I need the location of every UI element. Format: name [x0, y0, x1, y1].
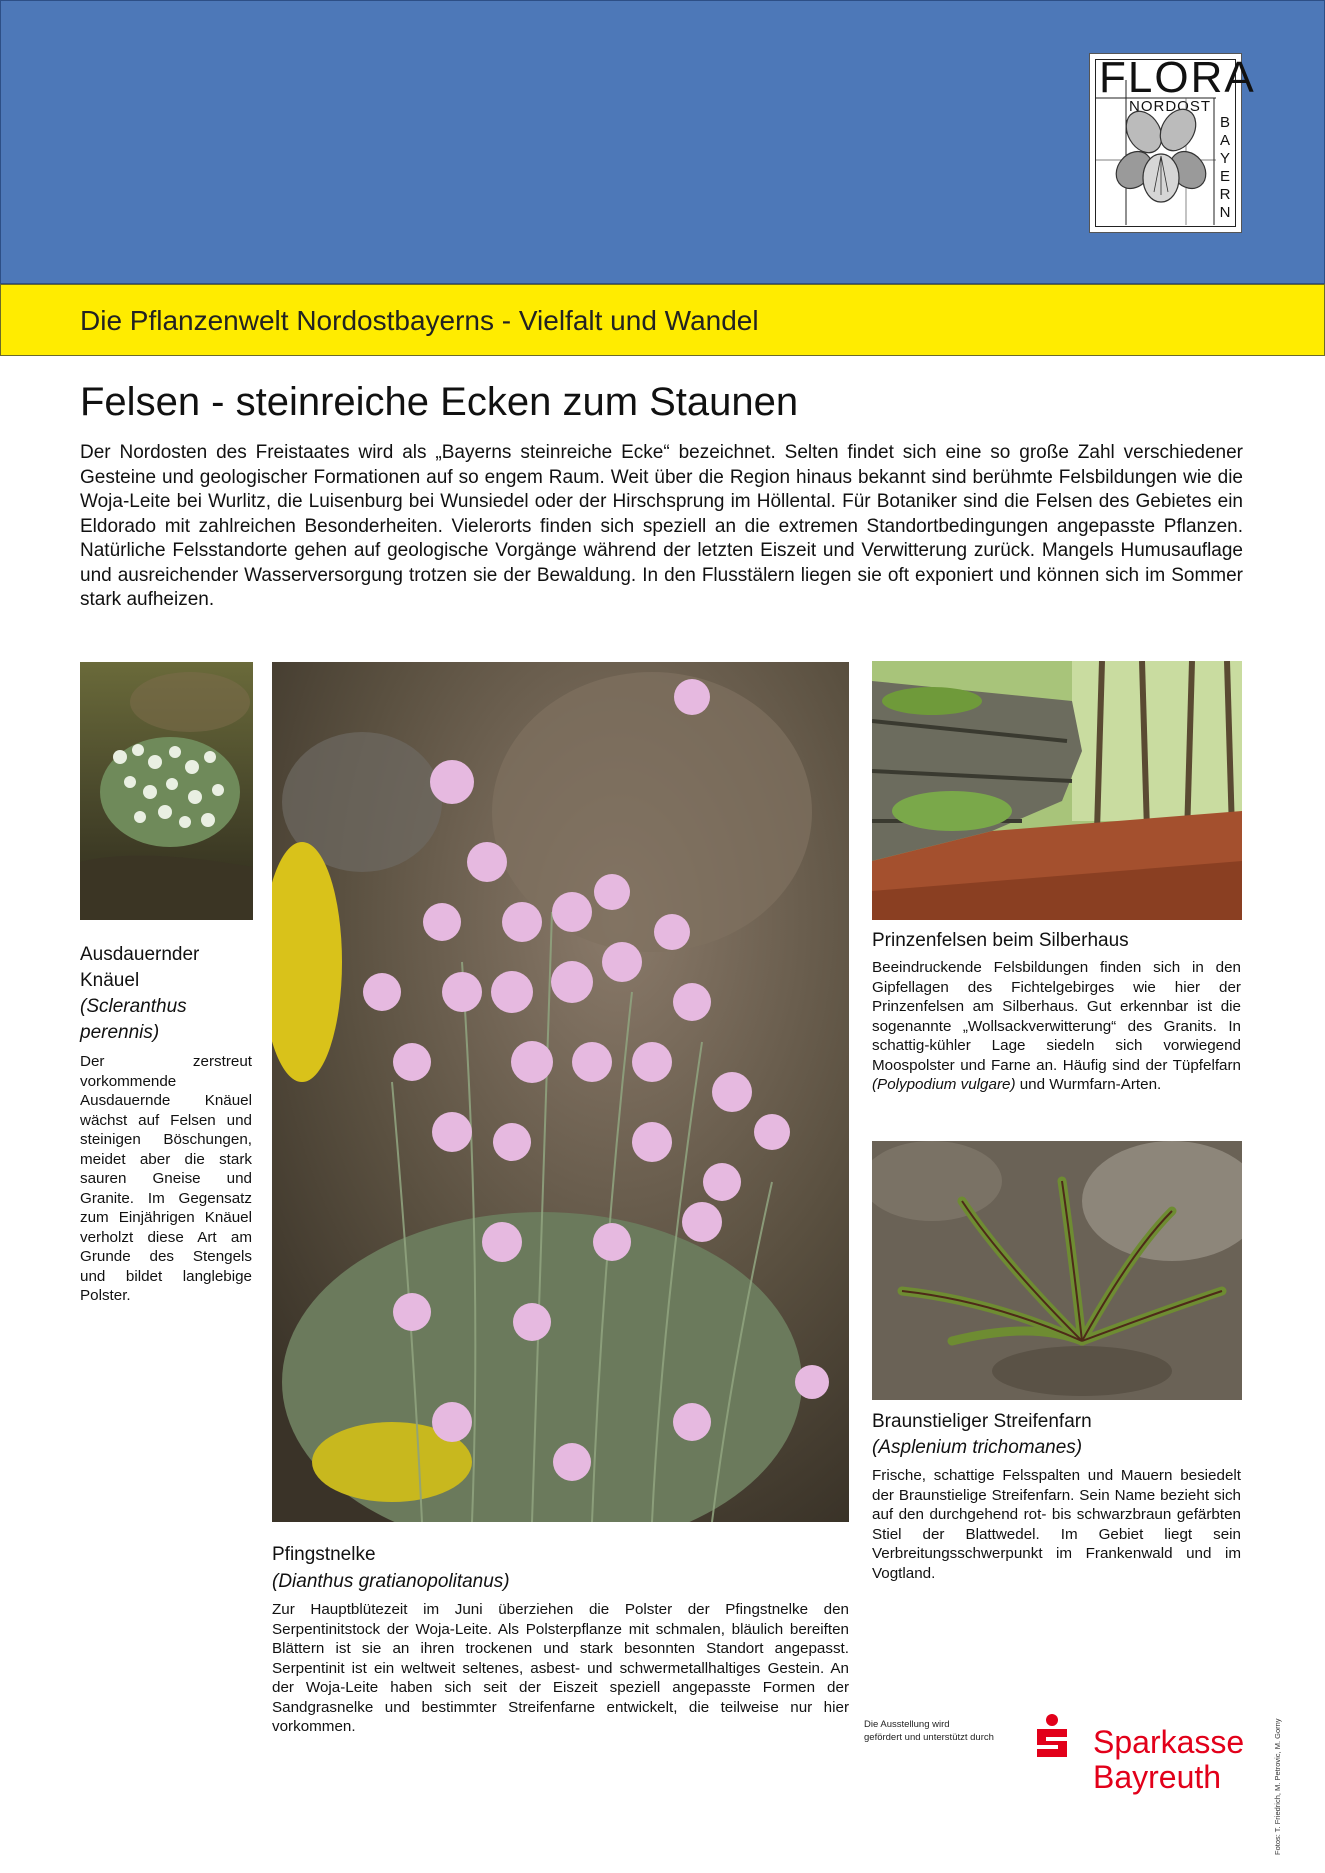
sponsor-note: Die Ausstellung wird gefördert und unterstützt durch	[864, 1719, 994, 1743]
prinzenfelsen-caption-title: Prinzenfelsen beim Silberhaus	[872, 930, 1129, 951]
scleranthus-scientific-name: (Scleranthus perennis)	[80, 996, 187, 1043]
logo-nordost-text: NORDOST	[1129, 98, 1211, 115]
streifenfarn-caption-title: Braunstieliger Streifenfarn	[872, 1411, 1092, 1432]
prinzenfelsen-photo	[872, 661, 1242, 920]
streifenfarn-description: Frische, schattige Felsspalten und Mauern besiedelt der Braunstielige Streifenfarn. Sein Name bezieht sich auf den durchgehend rot- bis schwarzbraun gefärbten Stiel der Blattwedel. Im Gebiet liegt sein Verbreitungsschwerpunkt im Frankenwald und im Vogtland.	[872, 1467, 1241, 1582]
sparkasse-logo-icon	[1031, 1713, 1073, 1765]
streifenfarn-photo	[872, 1141, 1242, 1400]
flower-logo-icon	[1096, 60, 1234, 225]
prinzenfelsen-description: Beeindruckende Felsbildungen finden sich in den Gipfellagen des Fichtelgebirges wie hier der Prinzenfelsen am Silberhaus. Gut erkennbar ist die sogenannte „Wollsackverwitterung“ des Granits. In schattig-kühler Lage siedeln sich vorwiegend Moospolster und Farne an. Häufig sind der Tüpfelfarn (Polypodium vulgare) und Wurmfarn-Arten.	[872, 959, 1241, 1093]
logo-bayern-text: B A Y E R N	[1219, 114, 1231, 221]
logo-flora-text: FLORA	[1099, 53, 1256, 102]
photo-credits: Fotos: T. Friedrich, M. Petrovic, M. Gorny	[1273, 1718, 1282, 1855]
scleranthus-description: Der zerstreut vorkommende Ausdauernde Knäuel wächst auf Felsen und steinigen Böschungen, meidet aber die stark sauren Gneise und Granite. Im Gegensatz zum Einjährigen Knäuel verholzt diese Art am Grunde des Stengels und bildet langlebige Polster.	[80, 1053, 252, 1304]
pfingstnelke-photo	[272, 662, 849, 1522]
pfingstnelke-caption-title: Pfingstnelke	[272, 1544, 376, 1565]
pfingstnelke-description: Zur Hauptblütezeit im Juni überziehen die Polster der Pfingstnelke den Serpentinitstock der Woja-Leite. Als Polsterpflanze mit schmalen, bläulich bereiften Blättern ist sie an ihren trockenen und stark besonnten Standort angepasst. Serpentinit ist ein weltweit seltenes, asbest- und schwermetallhaltiges Gestein. An der Woja-Leite haben sich seit der Eiszeit speziell angepasste Formen der Sandgrasnelke und bestimmter Streifenfarne entwickelt, die teilweise nur hier vorkommen.	[272, 1601, 849, 1735]
exhibition-subtitle: Die Pflanzenwelt Nordostbayerns - Vielfalt und Wandel	[80, 305, 759, 336]
page-title: Felsen - steinreiche Ecken zum Staunen	[80, 380, 799, 424]
pfingstnelke-scientific-name: (Dianthus gratianopolitanus)	[272, 1571, 510, 1592]
scleranthus-photo	[80, 662, 253, 920]
scleranthus-caption-title: Ausdauernder Knäuel	[80, 944, 200, 991]
streifenfarn-scientific-name: (Asplenium trichomanes)	[872, 1437, 1083, 1458]
flora-logo	[1089, 53, 1256, 233]
sponsor-name: Sparkasse Bayreuth	[1093, 1724, 1245, 1795]
intro-text: Der Nordosten des Freistaates wird als „Bayerns steinreiche Ecke“ bezeichnet. Selten findet sich eine so große Zahl verschiedener Gesteine und geologischer Formationen auf so engem Raum. Weit über die Region hinaus bekannt sind berühmte Felsbildungen wie die Woja-Leite bei Wurlitz, die Luisenburg bei Wunsiedel oder der Hirschsprung im Höllental. Für Botaniker sind die Felsen des Gebietes ein Eldorado mit zahlreichen Besonderheiten. Vielerorts finden sich speziell an die extremen Standortbedingungen angepasste Pflanzen. Natürliche Felsstandorte gehen auf geologische Vorgänge während der letzten Eiszeit und Verwitterung zurück. Mangels Humusauflage und ausreichender Wasserversorgung trotzen sie der Bewaldung. In den Flusstälern liegen sie oft exponiert und können sich im Sommer stark aufheizen.	[80, 442, 1243, 610]
